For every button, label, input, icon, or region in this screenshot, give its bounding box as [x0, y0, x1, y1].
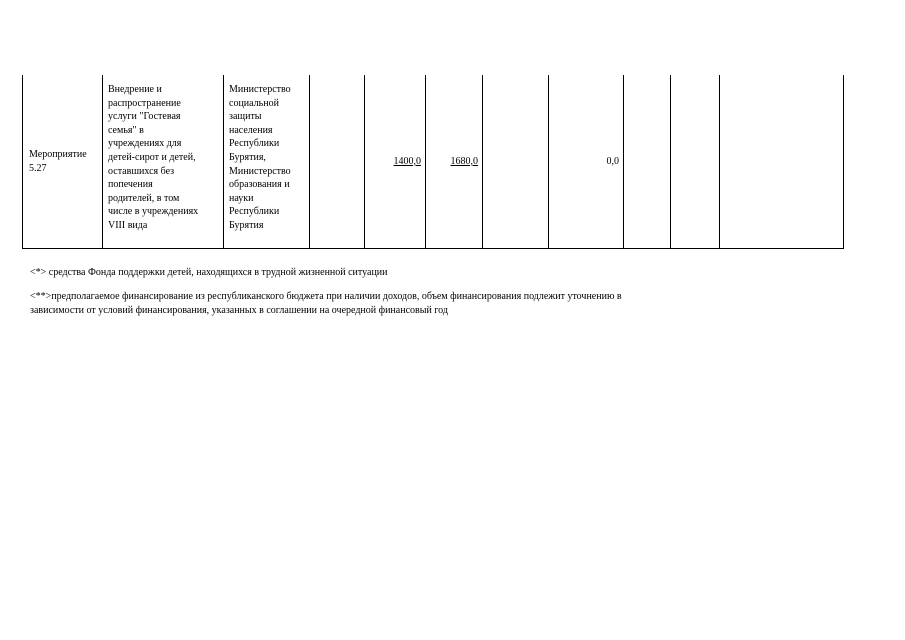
- value-1: 1400,0: [393, 155, 421, 167]
- empty-cell: [310, 75, 365, 249]
- empty-cell: [671, 75, 720, 249]
- value-cell: [426, 75, 483, 249]
- program-table: [22, 75, 844, 249]
- activity-label-cell: [23, 75, 103, 249]
- executor-cell: [224, 75, 310, 249]
- footnote-2: <**>предполагаемое финансирование из республиканского бюджета при наличии доходов, объем финансирования подлежит уточнению в зависимости от условий финансирования, указанных в соглашении на очередной финансовый год: [30, 291, 622, 316]
- empty-cell: [624, 75, 671, 249]
- activity-description-cell: [103, 75, 224, 249]
- table-row: [23, 75, 844, 249]
- value-2: 1680,0: [450, 155, 478, 167]
- value-cell: [365, 75, 426, 249]
- executor: Министерство социальной защиты населения Республики Бурятия, Министерство образования и науки Республики Бурятия: [229, 84, 291, 231]
- empty-cell: [483, 75, 549, 249]
- footnote-1: <*> средства Фонда поддержки детей, находящихся в трудной жизненной ситуации: [30, 267, 388, 278]
- value-3: 0,0: [606, 155, 619, 167]
- activity-label: Мероприятие 5.27: [29, 148, 87, 174]
- value-cell: [549, 75, 624, 249]
- empty-cell: [720, 75, 844, 249]
- activity-description: Внедрение и распространение услуги "Гостевая семья" в учреждениях для детей-сирот и детей, оставшихся без попечения родителей, в том числе в учреждениях VIII вида: [108, 84, 199, 231]
